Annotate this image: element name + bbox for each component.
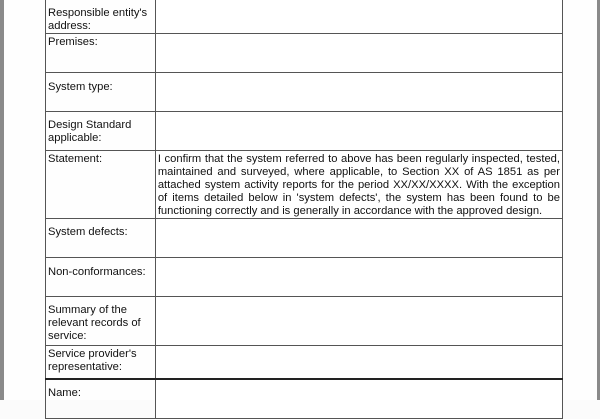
label-non-conformances: Non-conformances: — [46, 258, 156, 297]
document-page — [4, 0, 597, 400]
label-summary-records: Summary of the relevant records of service: — [46, 297, 156, 346]
label-service-provider-rep: Service provider's representative: — [46, 346, 156, 379]
annual-condition-report-table — [45, 0, 563, 419]
label-statement: Statement: — [46, 151, 156, 219]
row-premises — [46, 34, 563, 73]
label-premises: Premises: — [46, 34, 156, 73]
row-service-provider-rep — [46, 346, 563, 379]
row-design-standard — [46, 112, 563, 151]
row-summary-records — [46, 297, 563, 346]
field-summary-records[interactable] — [155, 297, 562, 346]
label-name: Name: — [46, 379, 156, 419]
label-responsible-entity-address: Responsible entity's address: — [46, 0, 156, 34]
row-responsible-entity-address — [46, 0, 563, 34]
field-responsible-entity-address[interactable] — [155, 0, 562, 34]
statement-text: I confirm that the system referred to above has been regularly inspected, tested, maintained and surveyed, where applicable, to Section XX of AS 1851 as per attached system activity reports for the period XX/XX/XXXX. With the exception of items detailed below in 'system defects', the system has been found to be functioning correctly and is generally in accordance with the approved design. — [155, 151, 562, 219]
row-statement — [46, 151, 563, 219]
field-system-defects[interactable] — [155, 219, 562, 258]
label-system-defects: System defects: — [46, 219, 156, 258]
row-name — [46, 379, 563, 419]
field-name[interactable] — [155, 379, 562, 419]
field-non-conformances[interactable] — [155, 258, 562, 297]
field-design-standard[interactable] — [155, 112, 562, 151]
field-premises[interactable] — [155, 34, 562, 73]
row-non-conformances — [46, 258, 563, 297]
label-design-standard: Design Standard applicable: — [46, 112, 156, 151]
field-system-type[interactable] — [155, 73, 562, 112]
label-system-type: System type: — [46, 73, 156, 112]
row-system-defects — [46, 219, 563, 258]
row-system-type — [46, 73, 563, 112]
field-service-provider-rep[interactable] — [155, 346, 562, 379]
